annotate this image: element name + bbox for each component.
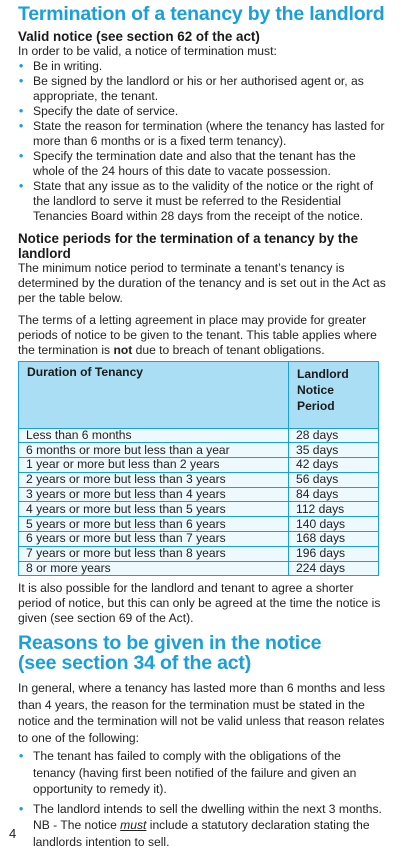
shorter-notice-para: It is also possible for the landlord and tenant to agree a shorter period of notice, but this can only be agreed at the time the notice is given (see section 69 of the Act). <box>18 581 381 626</box>
bullet-icon: • <box>19 119 24 133</box>
table-row: 1 year or more but less than 2 years 42 days <box>19 458 379 473</box>
reasons-heading: Reasons to be given in the notice (see section 34 of the act) <box>18 632 322 675</box>
table-header-duration: Duration of Tenancy <box>19 362 289 415</box>
list-item: • Be in writing. <box>19 59 103 73</box>
bullet-icon: • <box>19 179 24 193</box>
table-row: 6 months or more but less than a year 35 days <box>19 443 379 458</box>
list-item: • The landlord intends to sell the dwelling within the next 3 months. <box>19 801 382 816</box>
bullet-icon: • <box>19 801 24 816</box>
notice-periods-heading: Notice periods for the termination of a tenancy by the landlord <box>18 231 359 261</box>
nb-note: NB - The notice must include a statutory declaration stating the landlords intention to sell. <box>33 818 370 849</box>
list-item: • Specify the date of service. <box>19 104 179 118</box>
bullet-icon: • <box>19 104 24 118</box>
list-item: • State that any issue as to the validity of the notice or the right of the landlord to serve it must be referred to the Residential Tenancies Board within 28 days from the receipt of the notice. <box>19 179 374 223</box>
page-title: Termination of a tenancy by the landlord <box>18 3 385 25</box>
table-row: 3 years or more but less than 4 years 84 days <box>19 487 379 502</box>
list-item: • Be signed by the landlord or his or her authorised agent or, as appropriate, the tenant. <box>19 74 364 103</box>
valid-notice-intro: In order to be valid, a notice of termination must: <box>18 44 277 58</box>
table-row: 4 years or more but less than 5 years 112 days <box>19 502 379 517</box>
table-row: 6 years or more but less than 7 years 168 days <box>19 532 379 547</box>
table-row: 5 years or more but less than 6 years 140 days <box>19 517 379 532</box>
bullet-icon: • <box>19 149 24 163</box>
list-item: • Specify the termination date and also that the tenant has the whole of the 24 hours of this date to vacate possession. <box>19 149 356 178</box>
list-item: • The tenant has failed to comply with the obligations of the tenancy (having first been notified of the failure and given an opportunity to remedy it). <box>19 749 357 797</box>
document-page <box>18 0 386 850</box>
valid-notice-heading: Valid notice (see section 62 of the act) <box>18 29 260 44</box>
valid-notice-list <box>18 59 386 224</box>
reasons-list <box>18 748 386 817</box>
reasons-intro: In general, where a tenancy has lasted more than 6 months and less than 4 years, the reason for the termination must be stated in the notice and the termination will not be valid unless that reason relates to one of the following: <box>18 681 386 745</box>
table-row: 8 or more years 224 days <box>19 561 379 576</box>
notice-period-table <box>18 361 379 576</box>
notice-periods-para: The minimum notice period to terminate a tenant’s tenancy is determined by the duration of the tenancy and is set out in the Act as per the table below. <box>18 261 386 305</box>
page-number: 4 <box>9 826 17 841</box>
letting-agreement-para: The terms of a letting agreement in place may provide for greater periods of notice to be given to the tenant. This table applies where the termination is not due to breach of tenant obligations. <box>18 313 377 357</box>
list-item: • State the reason for termination (where the tenancy has lasted for more than 6 months or is a fixed term tenancy). <box>19 119 385 148</box>
table-row: Less than 6 months 28 days <box>19 428 379 443</box>
bullet-icon: • <box>19 749 24 764</box>
bullet-icon: • <box>19 74 24 88</box>
table-header-notice-period: Landlord Notice Period <box>289 362 379 415</box>
table-row: 2 years or more but less than 3 years 56 days <box>19 472 379 487</box>
bullet-icon: • <box>19 59 24 73</box>
table-row: 7 years or more but less than 8 years 196 days <box>19 546 379 561</box>
